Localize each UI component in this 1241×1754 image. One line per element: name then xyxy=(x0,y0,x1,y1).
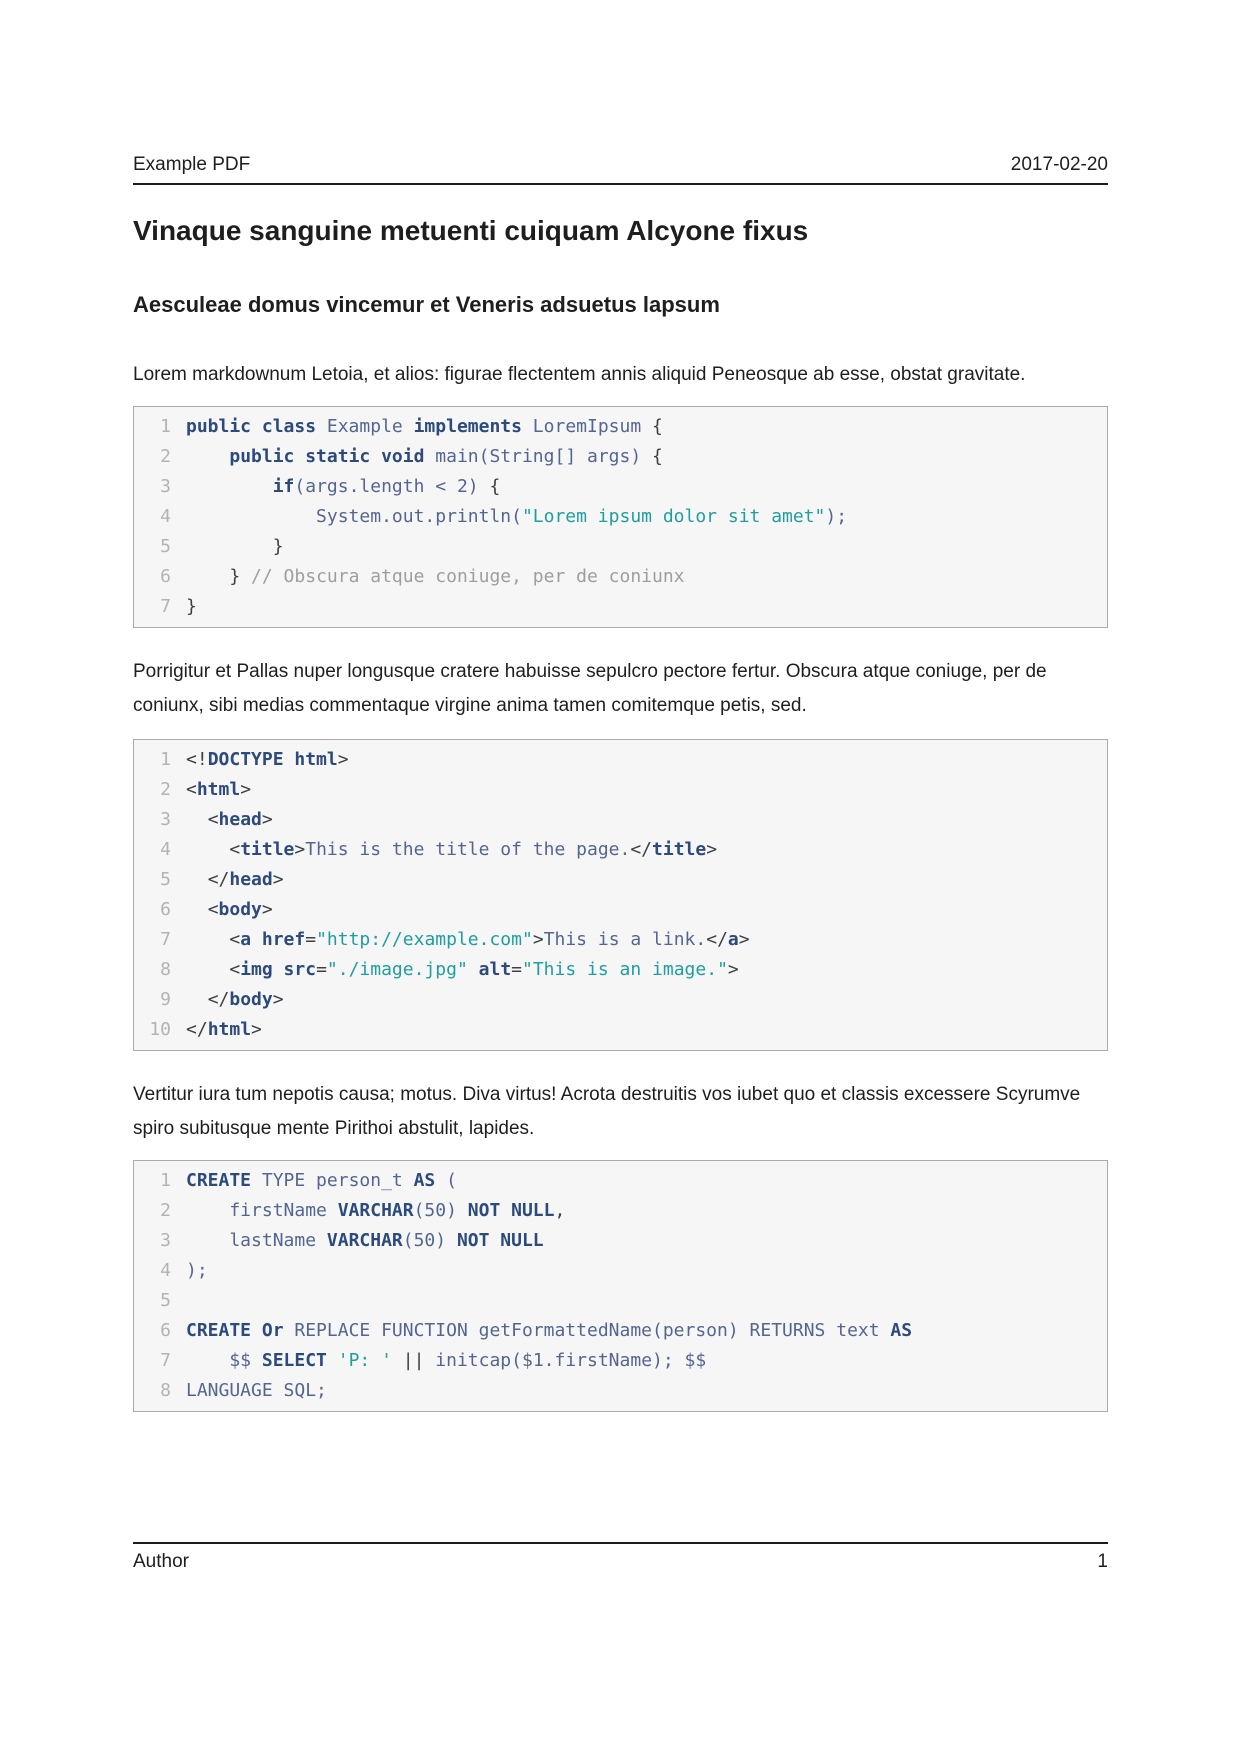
paragraph-vertitur: Vertitur iura tum nepotis causa; motus. Diva virtus! Acrota destruitis vos iubet quo et classis excessere Scyrumve spiro subitusque mente Pirithoi abstulit, lapides. xyxy=(133,1084,1081,1139)
code-text: ); xyxy=(186,1260,208,1281)
line-number: 6 xyxy=(160,899,171,920)
code-text: <a href="http://example.com">This is a link.</a> xyxy=(229,929,750,950)
line-number: 1 xyxy=(160,749,171,770)
code-text: <head> xyxy=(207,809,273,830)
code-line xyxy=(147,1316,1097,1346)
line-number: 1 xyxy=(160,416,171,437)
line-number: 2 xyxy=(160,1200,171,1221)
line-number: 2 xyxy=(160,779,171,800)
code-line xyxy=(147,985,1097,1015)
code-line xyxy=(147,955,1097,985)
sql-code-block xyxy=(133,1160,1108,1412)
header-document-name: Example PDF xyxy=(133,154,251,175)
code-line xyxy=(147,562,1097,592)
section-heading: Aesculeae domus vincemur et Veneris adsuetus lapsum xyxy=(133,292,720,317)
code-line xyxy=(147,1376,1097,1406)
java-code-block xyxy=(133,406,1108,628)
code-text: <!DOCTYPE html> xyxy=(186,749,349,770)
code-text: <body> xyxy=(207,899,273,920)
code-line xyxy=(147,1196,1097,1226)
document-title: Vinaque sanguine metuenti cuiquam Alcyone fixus xyxy=(133,215,809,246)
code-line xyxy=(147,1256,1097,1286)
code-text: </html> xyxy=(186,1019,262,1040)
code-text: </body> xyxy=(207,989,284,1010)
paragraph-porrigitur: Porrigitur et Pallas nuper longusque cratere habuisse sepulcro pectore fertur. Obscura atque coniuge, per de coniunx, sibi medias commentaque virgine anima tamen comitemque petis, sed. xyxy=(133,661,1047,716)
code-text: System.out.println("Lorem ipsum dolor sit amet"); xyxy=(186,506,848,527)
code-text: public class Example implements LoremIpsum { xyxy=(186,416,663,437)
code-text: <img src="./image.jpg" alt="This is an image."> xyxy=(229,959,739,980)
line-number: 1 xyxy=(160,1170,171,1191)
line-number: 5 xyxy=(160,869,171,890)
line-number: 7 xyxy=(160,929,171,950)
line-number: 10 xyxy=(149,1019,171,1040)
code-text: $$ SELECT 'P: ' || initcap($1.firstName); $$ xyxy=(186,1350,707,1371)
code-line xyxy=(147,502,1097,532)
code-line xyxy=(147,1015,1097,1045)
footer-page-number: 1 xyxy=(1097,1551,1108,1572)
line-number: 8 xyxy=(160,1380,171,1401)
footer-author: Author xyxy=(133,1551,189,1572)
code-text: CREATE TYPE person_t AS ( xyxy=(186,1170,457,1191)
line-number: 5 xyxy=(160,536,171,557)
code-line xyxy=(147,592,1097,622)
code-line xyxy=(147,532,1097,562)
code-line xyxy=(147,835,1097,865)
code-text: } xyxy=(186,596,197,617)
line-number: 6 xyxy=(160,1320,171,1341)
line-number: 4 xyxy=(160,506,171,527)
line-number: 8 xyxy=(160,959,171,980)
document-page xyxy=(133,0,1108,1573)
code-line xyxy=(147,472,1097,502)
line-number: 4 xyxy=(160,839,171,860)
page-footer xyxy=(133,1542,1108,1573)
code-line xyxy=(147,775,1097,805)
code-text: } xyxy=(272,536,284,557)
line-number: 4 xyxy=(160,1260,171,1281)
code-text: CREATE Or REPLACE FUNCTION getFormattedName(person) RETURNS text AS xyxy=(186,1320,913,1341)
line-number: 3 xyxy=(160,1230,171,1251)
line-number: 7 xyxy=(160,596,171,617)
paragraph-lorem: Lorem markdownum Letoia, et alios: figurae flectentem annis aliquid Peneosque ab esse, obstat gravitate. xyxy=(133,364,1026,385)
code-line xyxy=(147,925,1097,955)
code-line xyxy=(147,805,1097,835)
header-date: 2017-02-20 xyxy=(1010,154,1108,175)
code-line xyxy=(147,1286,1097,1316)
code-text: <html> xyxy=(186,779,252,800)
line-number: 5 xyxy=(160,1290,171,1311)
code-line xyxy=(147,895,1097,925)
code-line xyxy=(147,1346,1097,1376)
line-number: 3 xyxy=(160,809,171,830)
code-line xyxy=(147,865,1097,895)
code-text: firstName VARCHAR(50) NOT NULL, xyxy=(186,1200,566,1221)
code-text: } // Obscura atque coniuge, per de coniunx xyxy=(229,566,685,587)
code-line xyxy=(147,442,1097,472)
code-text: LANGUAGE SQL; xyxy=(186,1380,327,1401)
code-line xyxy=(147,745,1097,775)
html-code-block xyxy=(133,739,1108,1051)
line-number: 2 xyxy=(160,446,171,467)
code-text: public static void main(String[] args) { xyxy=(229,446,663,467)
code-line xyxy=(147,412,1097,442)
code-text: <title>This is the title of the page.</title> xyxy=(229,839,718,860)
line-number: 7 xyxy=(160,1350,171,1371)
code-text: </head> xyxy=(207,869,284,890)
code-text: if(args.length < 2) { xyxy=(272,476,501,497)
line-number: 6 xyxy=(160,566,171,587)
page-header xyxy=(133,0,1108,185)
line-number: 9 xyxy=(160,989,171,1010)
code-text: lastName VARCHAR(50) NOT NULL xyxy=(186,1230,544,1251)
line-number: 3 xyxy=(160,476,171,497)
code-line xyxy=(147,1226,1097,1256)
code-line xyxy=(147,1166,1097,1196)
